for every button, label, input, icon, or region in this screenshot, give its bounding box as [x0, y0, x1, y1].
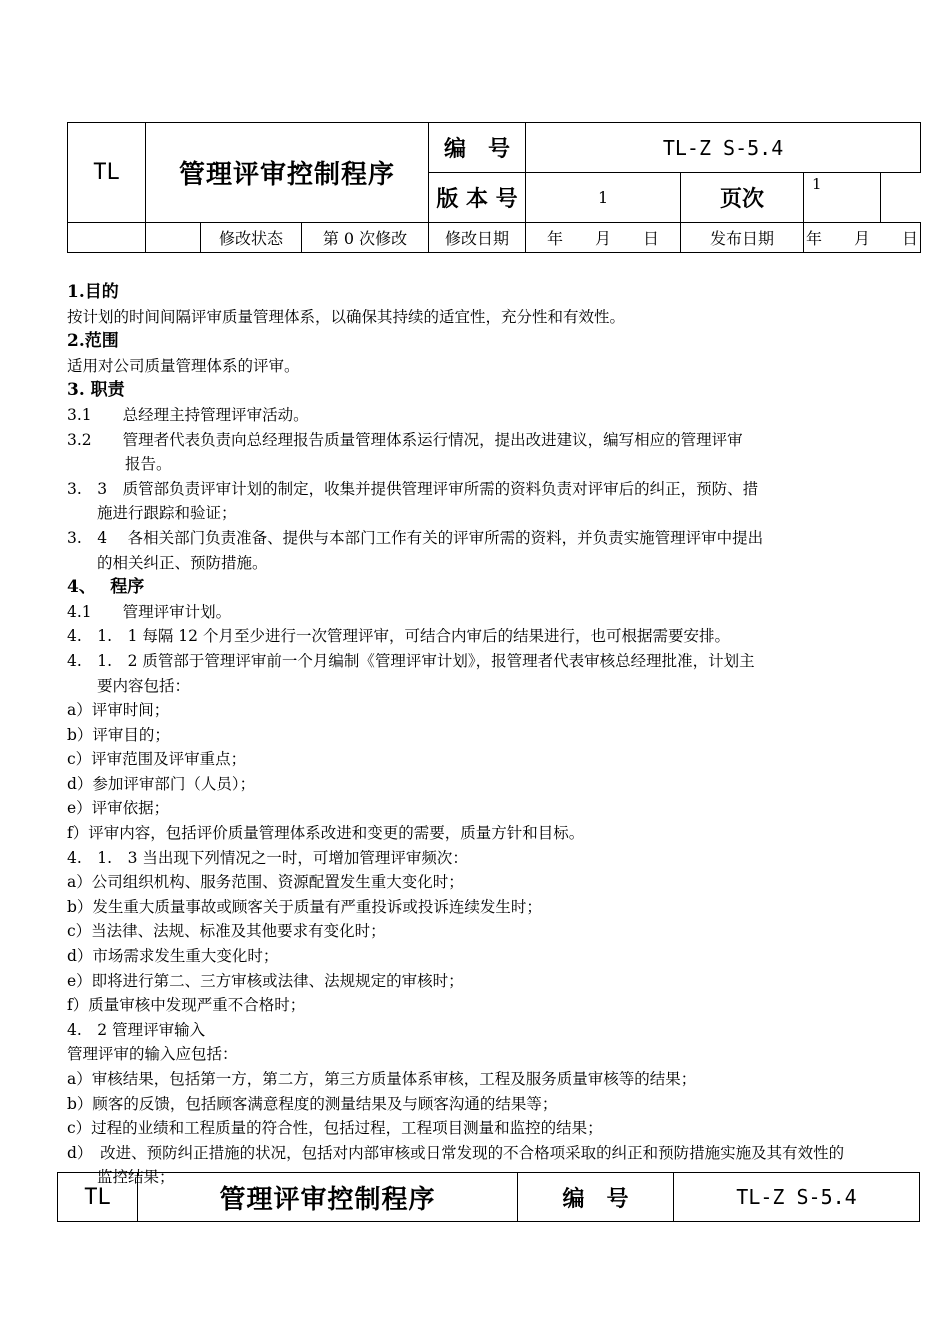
body-line: b）发生重大质量事故或顾客关于质量有严重投诉或投诉连续发生时； — [67, 897, 542, 916]
page-value-cell — [804, 173, 881, 223]
body-line: 4. 1. 3 当出现下列情况之一时，可增加管理评审频次： — [67, 848, 468, 867]
body-line: 4. 1. 1 每隔 12 个月至少进行一次管理评审，可结合内审后的结果进行，也可根据需要安排。 — [67, 627, 730, 646]
section-heading: 4、 程序 — [67, 577, 145, 598]
pub-date-value: 年 月 日 — [804, 223, 921, 253]
body-line: 3.2 管理者代表负责向总经理报告质量管理体系运行情况，提出改进建议，编写相应的管理评审 — [67, 430, 743, 449]
body-line: c）过程的业绩和工程质量的符合性，包括过程，工程项目测量和监控的结果； — [67, 1119, 603, 1138]
company-code: TL — [68, 123, 146, 223]
body-line: d） 改进、预防纠正措施的状况，包括对内部审核或日常发现的不合格项采取的纠正和预防措施实施及其有效性的 — [67, 1143, 845, 1162]
body-line: f）评审内容，包括评价质量管理体系改进和变更的需要，质量方针和目标。 — [67, 824, 585, 843]
body-line: 4. 1. 2 质管部于管理评审前一个月编制《管理评审计划》，报管理者代表审核总经理批准，计划主 — [67, 651, 755, 670]
body-line: c）评审范围及评审重点； — [67, 750, 247, 769]
body-line: 3. 4 各相关部门负责准备、提供与本部门工作有关的评审所需的资料，并负责实施管理评审中提出 — [67, 528, 764, 547]
body-line: a）公司组织机构、服务范围、资源配置发生重大变化时； — [67, 873, 464, 892]
body-line: 监控结果； — [97, 1168, 175, 1187]
blank-cell — [68, 223, 146, 253]
document-footer-table — [57, 1172, 920, 1222]
body-line: b）评审目的； — [67, 725, 170, 744]
rev-status-value: 第 0 次修改 — [302, 223, 429, 253]
number-value: TL-Z S-5.4 — [526, 123, 921, 173]
document-body — [67, 280, 907, 1190]
body-line: 适用对公司质量管理体系的评审。 — [67, 356, 300, 375]
body-line: 3. 3 质管部负责评审计划的制定，收集并提供管理评审所需的资料负责对评审后的纠正，预防、措 — [67, 479, 759, 498]
footer-title: 管理评审控制程序 — [138, 1173, 518, 1222]
rev-date-label: 修改日期 — [429, 223, 526, 253]
section-heading: 2.范围 — [67, 331, 119, 352]
body-line: c）当法律、法规、标准及其他要求有变化时； — [67, 922, 386, 941]
body-line: d）市场需求发生重大变化时； — [67, 947, 279, 966]
body-line: 4. 2 管理评审输入 — [67, 1020, 206, 1039]
page-label: 页次 — [681, 173, 804, 223]
section-heading: 3. 职责 — [67, 380, 125, 401]
pub-date-label: 发布日期 — [681, 223, 804, 253]
body-line: d）参加评审部门（人员）； — [67, 774, 256, 793]
number-label: 编 号 — [429, 123, 526, 173]
footer-number-label: 编 号 — [518, 1173, 674, 1222]
body-line: 要内容包括： — [97, 676, 191, 695]
document-header-table — [67, 122, 921, 253]
body-line: b）顾客的反馈，包括顾客满意程度的测量结果及与顾客沟通的结果等； — [67, 1094, 558, 1113]
section-heading: 1.目的 — [67, 282, 119, 302]
body-line: e）评审依据； — [67, 799, 170, 818]
body-line: 施进行跟踪和验证； — [97, 504, 237, 523]
footer-number-value: TL-Z S-5.4 — [674, 1173, 920, 1222]
version-label: 版 本 号 — [429, 173, 526, 223]
rev-date-value: 年 月 日 — [526, 223, 681, 253]
body-line: f）质量审核中发现严重不合格时； — [67, 996, 306, 1015]
document-title: 管理评审控制程序 — [146, 123, 429, 223]
body-line: 管理评审的输入应包括： — [67, 1045, 238, 1064]
body-line: e）即将进行第二、三方审核或法律、法规规定的审核时； — [67, 971, 464, 990]
body-line: 按计划的时间间隔评审质量管理体系，以确保其持续的适宜性，充分性和有效性。 — [67, 307, 626, 326]
body-line: 4.1 管理评审计划。 — [67, 602, 232, 621]
rev-status-label: 修改状态 — [201, 223, 302, 253]
body-line: a）评审时间； — [67, 701, 170, 720]
body-line: 报告。 — [125, 455, 172, 474]
blank-cell-2 — [146, 223, 201, 253]
footer-company-code: TL — [58, 1173, 138, 1222]
body-line: 的相关纠正、预防措施。 — [97, 553, 268, 572]
page-value: 1 — [812, 175, 822, 193]
body-line: 3.1 总经理主持管理评审活动。 — [67, 405, 309, 424]
version-value: 1 — [526, 173, 681, 223]
body-line: a）审核结果，包括第一方，第二方，第三方质量体系审核，工程及服务质量审核等的结果； — [67, 1070, 697, 1088]
